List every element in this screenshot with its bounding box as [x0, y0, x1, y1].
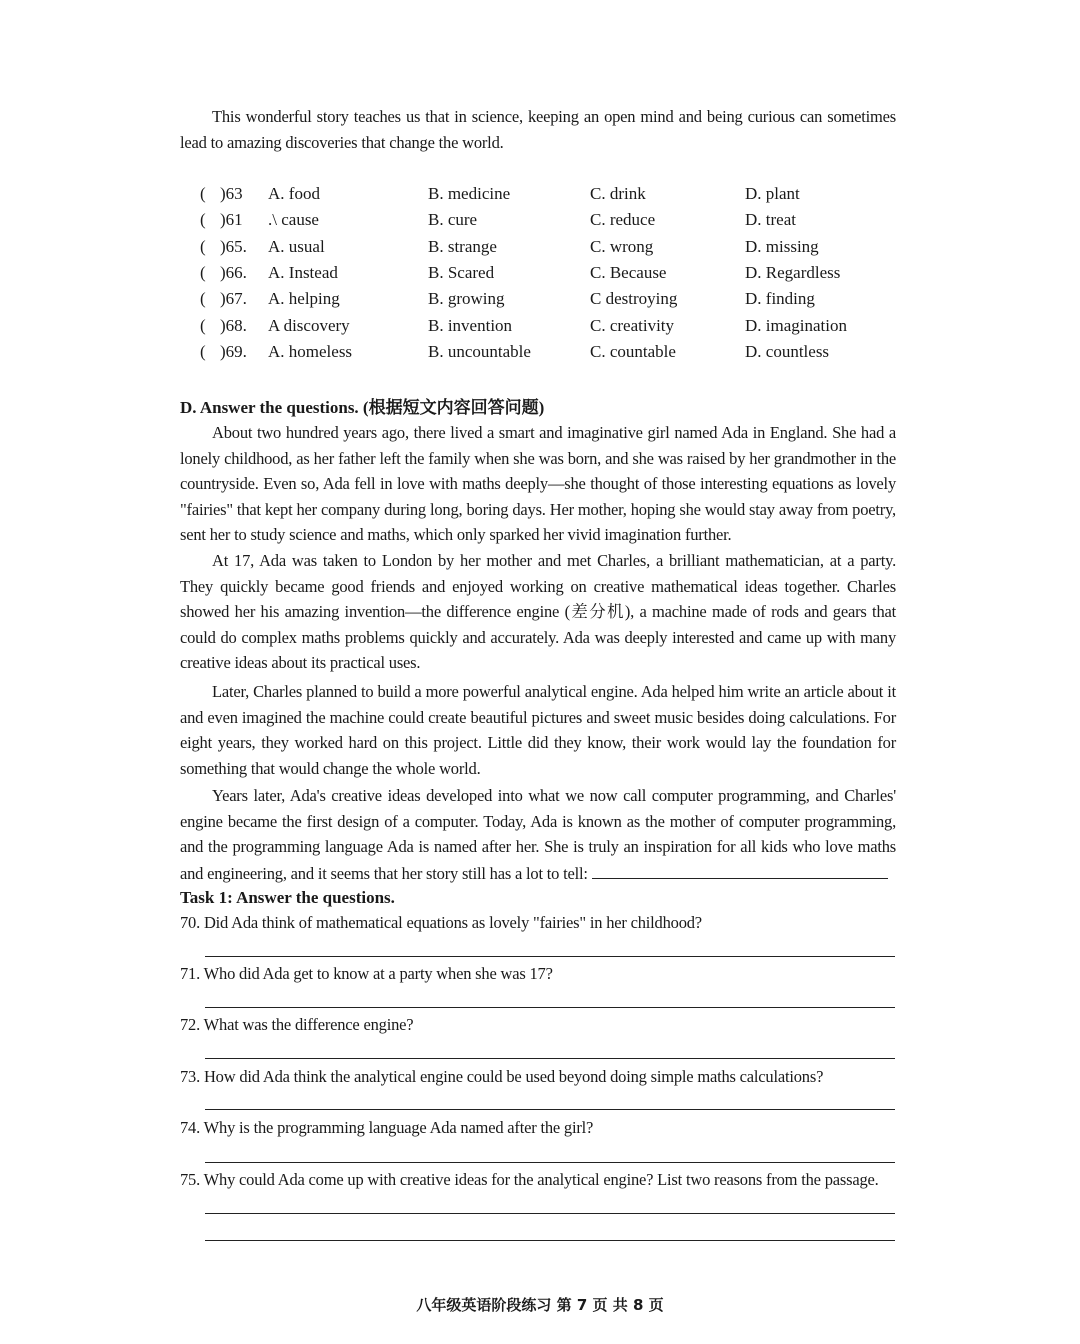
answer-paren[interactable]: (	[200, 184, 206, 204]
option-b: B. medicine	[428, 184, 511, 204]
option-b: B. uncountable	[428, 341, 531, 361]
option-d: D. countless	[745, 341, 830, 361]
answer-line-72[interactable]	[205, 1058, 895, 1059]
question-number: )63	[220, 184, 243, 204]
passage-paragraph-4-text: Years later, Ada's creative ideas developed into what we now call computer programming, and Charles' engine became the first design of a computer. Today, Ada is known as the mother of computer programming, and the programming language Ada is named after her. She is truly an inspiration for all kids who love maths and engineering, and it seems that her story still has a lot to tell:	[180, 786, 896, 883]
answer-paren[interactable]: (	[200, 289, 206, 309]
fill-in-blank[interactable]	[592, 860, 888, 879]
intro-paragraph: This wonderful story teaches us that in science, keeping an open mind and being curious can sometimes lead to amazing discoveries that change the world.	[180, 107, 896, 152]
option-row	[200, 181, 900, 207]
answer-line-73[interactable]	[205, 1109, 895, 1110]
option-row	[200, 234, 900, 260]
answer-paren[interactable]: (	[200, 210, 206, 230]
question-72: 72. What was the difference engine?	[180, 1015, 414, 1034]
option-a: A. food	[268, 184, 320, 204]
answer-line-74[interactable]	[205, 1162, 895, 1163]
option-a: A. homeless	[268, 341, 353, 361]
option-c: C. reduce	[590, 210, 656, 230]
answer-line-75a[interactable]	[205, 1213, 895, 1214]
question-number: )61	[220, 210, 243, 230]
option-d: D. plant	[745, 184, 800, 204]
answer-paren[interactable]: (	[200, 236, 206, 256]
option-c: C. countable	[590, 341, 676, 361]
answer-paren[interactable]: (	[200, 263, 206, 283]
question-75: 75. Why could Ada come up with creative ideas for the analytical engine? List two reasons from the passage.	[180, 1170, 879, 1189]
option-a: A discovery	[268, 315, 350, 335]
passage-paragraph-2: At 17, Ada was taken to London by her mother and met Charles, a brilliant mathematician, at a party. They quickly became good friends and enjoyed working on creative mathematical ideas together. Charles showed her his amazing invention—the difference engine (差分机), a machine made of rods and gears that could do complex maths problems quickly and accurately. Ada was deeply interested and came up with many creative ideas about its practical uses.	[180, 551, 896, 673]
option-a: A. Instead	[268, 263, 338, 283]
question-71: 71. Who did Ada get to know at a party when she was 17?	[180, 964, 553, 983]
question-number: )66.	[220, 263, 247, 283]
option-c: C destroying	[590, 289, 678, 309]
option-c: C. creativity	[590, 315, 675, 335]
answer-paren[interactable]: (	[200, 341, 206, 361]
task-heading: Task 1: Answer the questions.	[180, 888, 395, 907]
option-c: C. Because	[590, 263, 667, 283]
question-number: )69.	[220, 341, 247, 361]
option-c: C. drink	[590, 184, 646, 204]
option-a: A. usual	[268, 236, 325, 256]
question-70: 70. Did Ada think of mathematical equations as lovely "fairies" in her childhood?	[180, 913, 702, 932]
option-row	[200, 207, 900, 233]
option-d: D. treat	[745, 210, 796, 230]
answer-line-71[interactable]	[205, 1007, 895, 1008]
passage-paragraph-1: About two hundred years ago, there lived a smart and imaginative girl named Ada in England. She had a lonely childhood, as her father left the family when she was born, and she was raised by her grandmother in the countryside. Even so, Ada fell in love with maths deeply—she thought of those interesting equations as lovely "fairies" that kept her company during long, boring days. Her mother, hoping she would stay away from poetry, sent her to study science and maths, which only sparked her vivid imagination further.	[180, 423, 896, 545]
answer-line-75b[interactable]	[205, 1240, 895, 1241]
question-number: )67.	[220, 289, 247, 309]
option-row	[200, 286, 900, 312]
option-a: A. helping	[268, 289, 340, 309]
option-b: B. growing	[428, 289, 505, 309]
section-d-heading: D. Answer the questions. (根据短文内容回答问题)	[180, 398, 545, 417]
passage-paragraph-4	[180, 783, 896, 886]
option-row	[200, 339, 900, 365]
page-footer: 八年级英语阶段练习 第 7 页 共 8 页	[416, 1296, 664, 1314]
option-b: B. strange	[428, 236, 497, 256]
question-number: )68.	[220, 315, 247, 335]
option-d: D. Regardless	[745, 263, 841, 283]
option-c: C. wrong	[590, 236, 654, 256]
option-b: B. cure	[428, 210, 478, 230]
passage-paragraph-3: Later, Charles planned to build a more powerful analytical engine. Ada helped him write an article about it and even imagined the machine could create beautiful pictures and sweet music besides doing calculations. For eight years, they worked hard on this project. Little did they know, their work would lay the foundation for something that would change the whole world.	[180, 682, 896, 778]
question-73: 73. How did Ada think the analytical engine could be used beyond doing simple maths calculations?	[180, 1067, 824, 1086]
option-a: .\ cause	[268, 210, 319, 230]
option-d: D. missing	[745, 236, 819, 256]
answer-paren[interactable]: (	[200, 315, 206, 335]
option-row	[200, 312, 900, 338]
question-number: )65.	[220, 236, 247, 256]
question-74: 74. Why is the programming language Ada named after the girl?	[180, 1118, 594, 1137]
option-b: B. invention	[428, 315, 513, 335]
options-table	[200, 181, 900, 365]
answer-line-70[interactable]	[205, 956, 895, 957]
option-b: B. Scared	[428, 263, 495, 283]
option-row	[200, 260, 900, 286]
option-d: D. finding	[745, 289, 815, 309]
option-d: D. imagination	[745, 315, 847, 335]
